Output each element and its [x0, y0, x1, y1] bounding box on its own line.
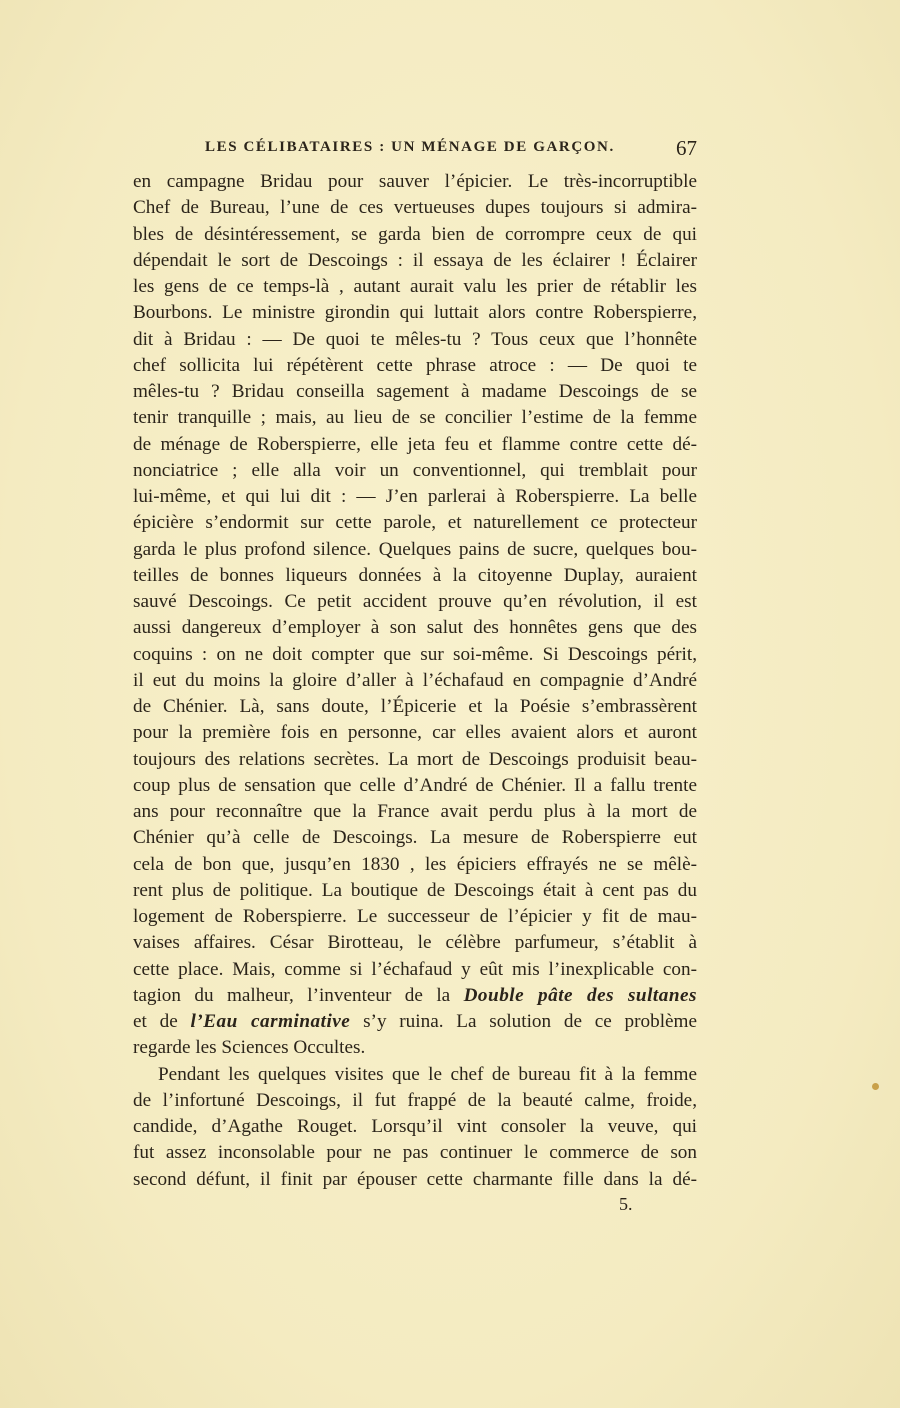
- text-line: vaises affaires. César Birotteau, le célèbre parfumeur, s’établit à: [133, 932, 697, 954]
- text-line: en campagne Bridau pour sauver l’épicier. Le très-incorruptible: [133, 171, 697, 192]
- text-line: épicière s’endormit sur cette parole, et naturellement ce protecteur: [133, 512, 697, 534]
- text-line: Chénier qu’à celle de Descoings. La mesure de Roberspierre eut: [133, 827, 697, 849]
- line-text: et de: [133, 1011, 191, 1032]
- text-line: les gens de ce temps-là , autant aurait valu les prier de rétablir les: [133, 276, 697, 297]
- text-line: ans pour reconnaître que la France avait perdu plus à la mort de: [133, 801, 697, 822]
- text-line: de Chénier. Là, sans doute, l’Épicerie et la Poésie s’embrassèrent: [133, 696, 697, 717]
- text-line: garda le plus profond silence. Quelques pains de sucre, quelques bou-: [133, 538, 697, 560]
- paragraph-start-line: Pendant les quelques visites que le chef de bureau fit à la femme: [158, 1063, 697, 1085]
- text-line: chef sollicita lui répétèrent cette phrase atroce : — De quoi te: [133, 354, 697, 376]
- page-header: [133, 136, 697, 162]
- text-line: fut assez inconsolable pour ne pas continuer le commerce de son: [133, 1142, 697, 1164]
- text-line: cette place. Mais, comme si l’échafaud y eût mis l’inexplicable con-: [133, 958, 697, 980]
- running-title: LES CÉLIBATAIRES : UN MÉNAGE DE GARÇON.: [205, 139, 615, 155]
- text-line: de ménage de Roberspierre, elle jeta feu et flamme contre cette dé-: [133, 433, 697, 455]
- text-line: dit à Bridau : — De quoi te mêles-tu ? Tous ceux que l’honnête: [133, 328, 697, 350]
- text-line: dépendait le sort de Descoings : il essaya de les éclairer ! Éclairer: [133, 249, 697, 271]
- text-line: candide, d’Agathe Rouget. Lorsqu’il vint consoler la veuve, qui: [133, 1116, 697, 1137]
- paper-speck: [872, 1083, 879, 1090]
- text-line: rent plus de politique. La boutique de Descoings était à cent pas du: [133, 879, 697, 901]
- text-line: tenir tranquille ; mais, au lieu de se concilier l’estime de la femme: [133, 407, 697, 429]
- text-line: cela de bon que, jusqu’en 1830 , les épiciers effrayés ne se mêlè-: [133, 853, 697, 875]
- text-line: de l’infortuné Descoings, il fut frappé de la beauté calme, froide,: [133, 1089, 697, 1111]
- body-text: [133, 169, 697, 1193]
- text-line: lui-même, et qui lui dit : — J’en parlerai à Roberspierre. La belle: [133, 486, 697, 507]
- text-line: [133, 983, 697, 1009]
- text-line: nonciatrice ; elle alla voir un conventionnel, qui tremblait pour: [133, 459, 697, 481]
- text-line: coquins : on ne doit compter que sur soi-même. Si Descoings périt,: [133, 643, 697, 665]
- text-line: Bourbons. Le ministre girondin qui luttait alors contre Roberspierre,: [133, 302, 697, 324]
- text-line: pour la première fois en personne, car elles avaient alors et auront: [133, 722, 697, 744]
- text-line: toujours des relations secrètes. La mort de Descoings produisit beau-: [133, 748, 697, 770]
- text-line: second défunt, il finit par épouser cette charmante fille dans la dé-: [133, 1168, 697, 1190]
- italic-title: Double pâte des sultanes: [463, 984, 697, 1006]
- italic-title: l’Eau carminative: [190, 1011, 351, 1032]
- text-line: il eut du moins la gloire d’aller à l’échafaud en compagnie d’André: [133, 669, 697, 691]
- text-line: coup plus de sensation que celle d’André de Chénier. Il a fallu trente: [133, 774, 697, 796]
- text-line: bles de désintéressement, se garda bien de corrompre ceux de qui: [133, 223, 697, 245]
- line-text: s’y ruina. La solution de ce problème: [350, 1011, 697, 1032]
- text-line: logement de Roberspierre. Le successeur de l’épicier y fit de mau-: [133, 906, 697, 927]
- text-line: [133, 1009, 697, 1035]
- text-line: aussi dangereux d’employer à son salut des honnêtes gens que des: [133, 617, 697, 639]
- signature-mark: 5.: [619, 1194, 633, 1214]
- text-line: teilles de bonnes liqueurs données à la citoyenne Duplay, auraient: [133, 564, 697, 586]
- text-line: mêles-tu ? Bridau conseilla sagement à madame Descoings de se: [133, 381, 697, 402]
- text-line: sauvé Descoings. Ce petit accident prouve qu’en révolution, il est: [133, 591, 697, 612]
- line-text: tagion du malheur, l’inventeur de la: [133, 984, 464, 1006]
- paragraph-end-line: regarde les Sciences Occultes.: [133, 1037, 366, 1059]
- page-number: 67: [676, 136, 697, 160]
- text-line: Chef de Bureau, l’une de ces vertueuses dupes toujours si admira-: [133, 197, 697, 219]
